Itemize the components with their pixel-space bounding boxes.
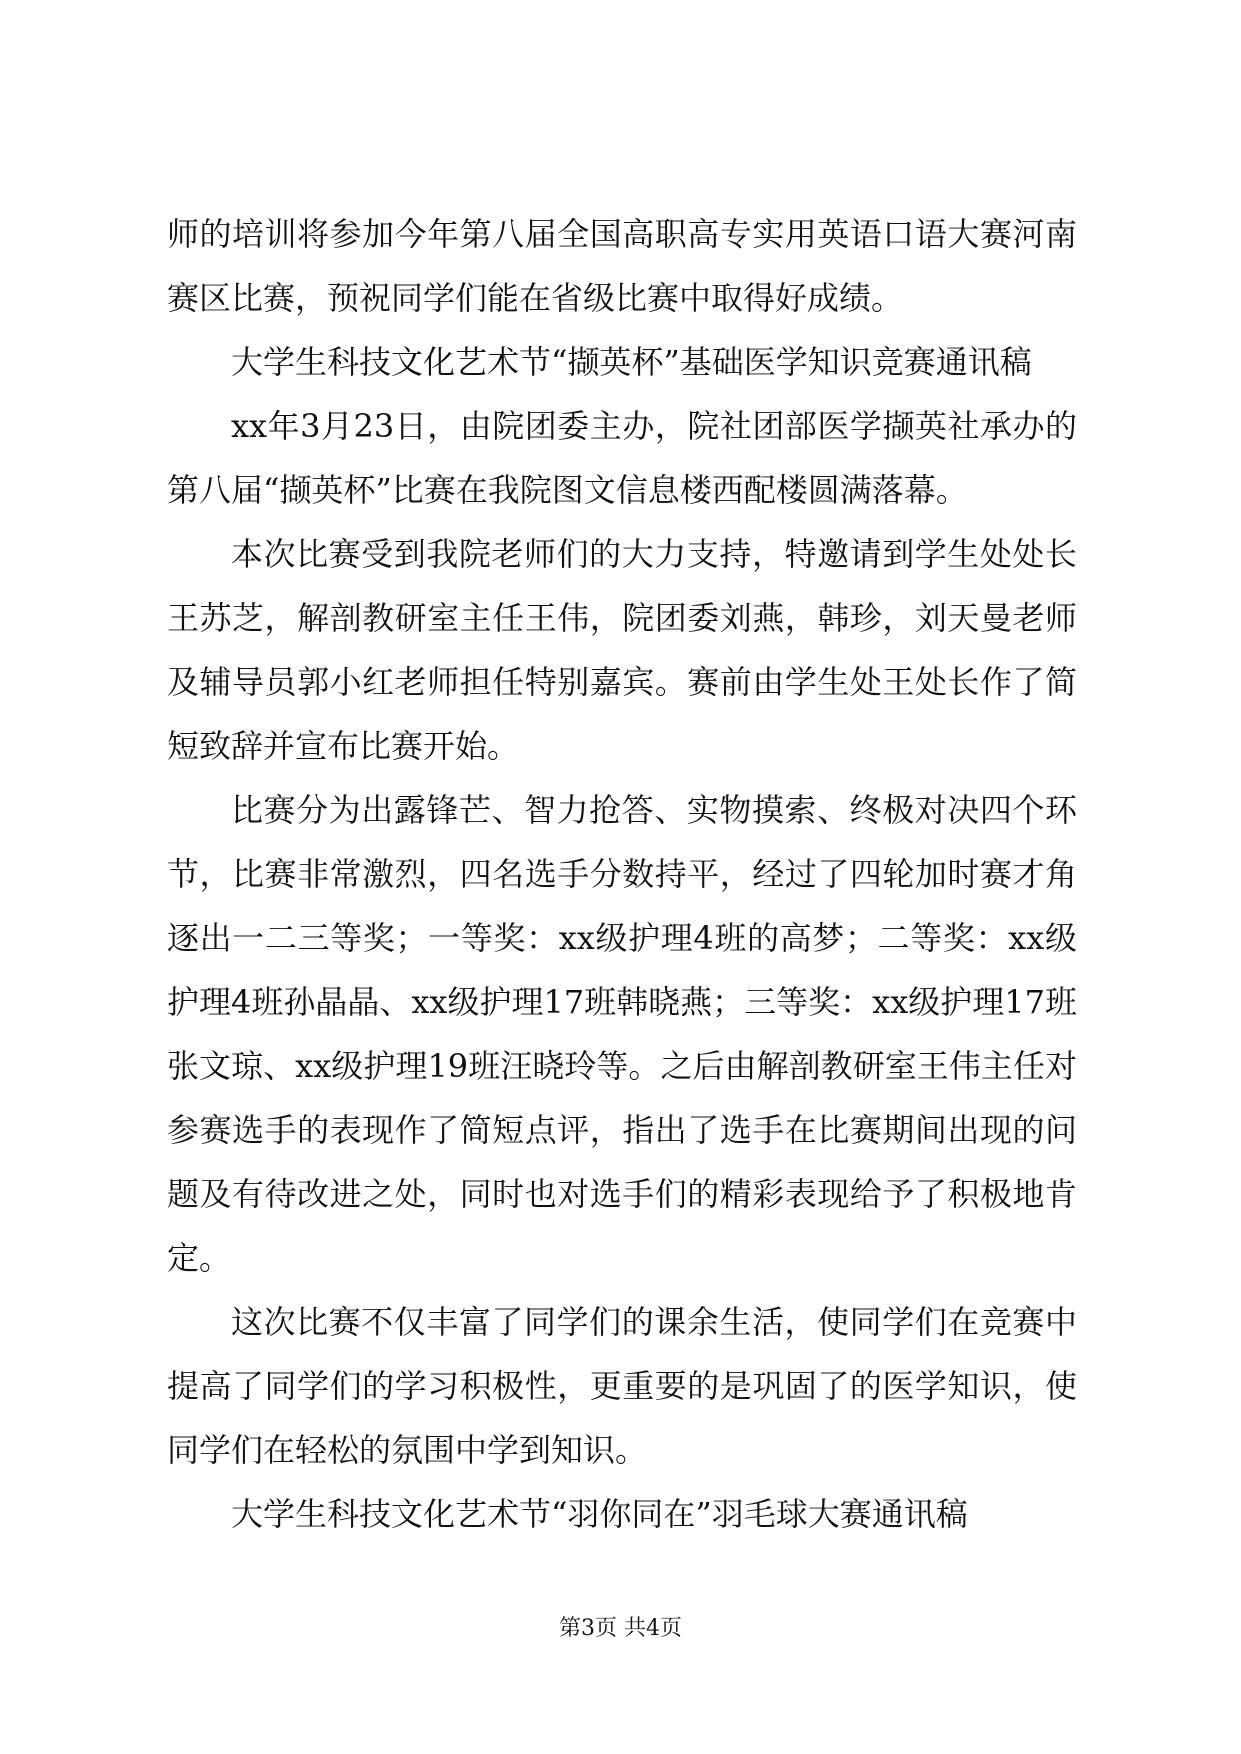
section-heading-xieying-cup: 大学生科技文化艺术节“撷英杯”基础医学知识竞赛通讯稿 [231, 343, 1032, 381]
paragraph-conclusion: 这次比赛不仅丰富了同学们的课余生活，使同学们在竞赛中提高了同学们的学习积极性，更重要的是巩固了的医学知识，使同学们在轻松的氛围中学到知识。 [167, 1303, 1077, 1469]
paragraph-continuation: 师的培训将参加今年第八届全国高职高专实用英语口语大赛河南赛区比赛，预祝同学们能在省级比赛中取得好成绩。 [167, 215, 1077, 317]
paragraph-competition-results: 比赛分为出露锋芒、智力抢答、实物摸索、终极对决四个环节，比赛非常激烈，四名选手分数持平，经过了四轮加时赛才角逐出一二三等奖；一等奖：xx级护理4班的高梦；二等奖：xx级护理4班孙晶晶、xx级护理17班韩晓燕；三等奖：xx级护理17班张文琼、xx级护理19班汪晓玲等。之后由解剖教研室王伟主任对参赛选手的表现作了简短点评，指出了选手在比赛期间出现的问题及有待改进之处，同时也对选手们的精彩表现给予了积极地肯定。 [167, 791, 1077, 1277]
paragraph-event-intro: xx年3月23日，由院团委主办，院社团部医学撷英社承办的第八届“撷英杯”比赛在我院图文信息楼西配楼圆满落幕。 [167, 407, 1077, 509]
section-heading-badminton: 大学生科技文化艺术节“羽你同在”羽毛球大赛通讯稿 [231, 1495, 968, 1533]
paragraph-guests: 本次比赛受到我院老师们的大力支持，特邀请到学生处处长王苏芝，解剖教研室主任王伟，院团委刘燕，韩珍，刘天曼老师及辅导员郭小红老师担任特别嘉宾。赛前由学生处王处长作了简短致辞并宣布比赛开始。 [167, 535, 1077, 765]
document-body [167, 202, 1077, 1546]
page-number-footer: 第3页 共4页 [559, 1616, 682, 1641]
